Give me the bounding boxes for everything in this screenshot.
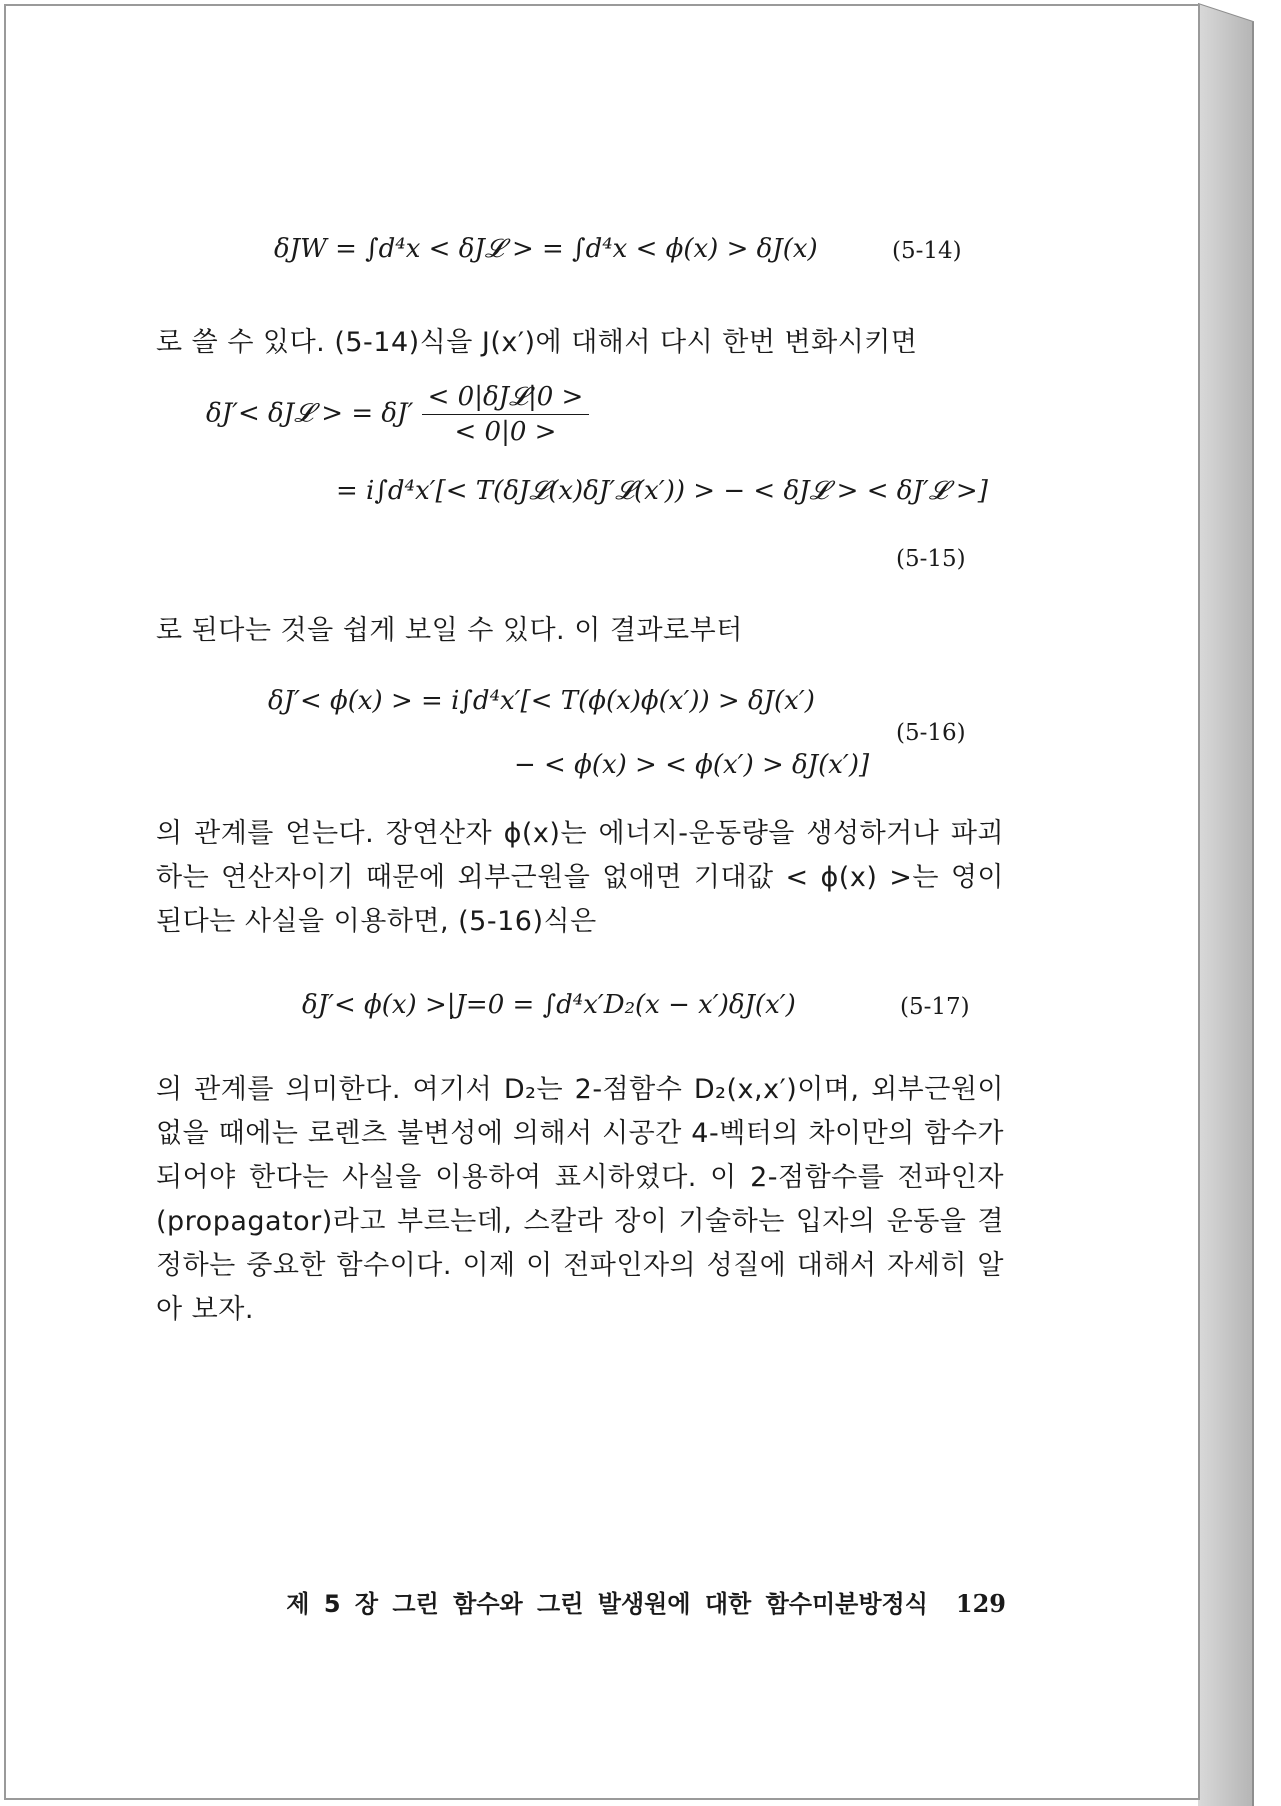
equation-5-16-first-line: δJ′< ϕ(x) > = i∫d⁴x′[< T(ϕ(x)ϕ(x′)) > δJ(x′) — [268, 686, 815, 716]
equation-5-16-second-line: − < ϕ(x) > < ϕ(x′) > δJ(x′)] — [514, 750, 870, 780]
equation-5-15-first-line — [206, 380, 589, 449]
equation-number-5-14: (5-14) — [892, 238, 962, 264]
equation-5-15-second-line: = i∫d⁴x′[< T(δJ𝓛(x)δJ′𝓛(x′)) > − < δJ𝓛 > < δJ′𝓛 >] — [336, 476, 988, 506]
equation-5-15-denominator: < 0|0 > — [454, 417, 557, 447]
text-line-2: 로 된다는 것을 쉽게 보일 수 있다. 이 결과로부터 — [156, 615, 743, 646]
text-line-1: 로 쓸 수 있다. (5-14)식을 J(x′)에 대해서 다시 한번 변화시키면 — [156, 327, 918, 358]
equation-number-5-15: (5-15) — [896, 546, 966, 572]
paragraph-3: 의 관계를 얻는다. 장연산자 ϕ(x)는 에너지-운동량을 생성하거나 파괴하는 연산자이기 때문에 외부근원을 없애면 기대값 < ϕ(x) >는 영이 된다는 사실을 이용하면, (5-16)식은 — [156, 818, 1004, 937]
chapter-title: 제 5 장 그린 함수와 그린 발생원에 대한 함수미분방정식 — [286, 1590, 928, 1618]
book-edge — [1198, 0, 1281, 1806]
equation-5-15-fraction — [422, 380, 590, 449]
page — [4, 4, 1200, 1800]
equation-5-14: δJW = ∫d⁴x < δJ𝓛 > = ∫d⁴x < ϕ(x) > δJ(x) — [274, 234, 818, 264]
equation-number-5-17: (5-17) — [900, 994, 970, 1020]
equation-5-17: δJ′< ϕ(x) >|J=0 = ∫d⁴x′D₂(x − x′)δJ(x′) — [302, 990, 796, 1020]
equation-5-15-lhs: δJ′< δJ𝓛 > = δJ′ — [206, 398, 414, 429]
running-footer — [6, 1584, 1006, 1619]
equation-number-5-16: (5-16) — [896, 720, 966, 746]
paragraph-4: 의 관계를 의미한다. 여기서 D₂는 2-점함수 D₂(x,x′)이며, 외부근원이 없을 때에는 로렌츠 불변성에 의해서 시공간 4-벡터의 차이만의 함수가 되어야 한다는 사실을 이용하여 표시하였다. 이 2-점함수를 전파인자 (propagator)라고 부르는데, 스칼라 장이 기술하는 입자의 운동을 결정하는 중요한 함수이다. 이제 이 전파인자의 성질에 대해서 자세히 알아 보자. — [156, 1074, 1004, 1325]
page-number: 129 — [955, 1589, 1006, 1618]
equation-5-15-numerator: < 0|δJ𝓛|0 > — [422, 380, 590, 415]
